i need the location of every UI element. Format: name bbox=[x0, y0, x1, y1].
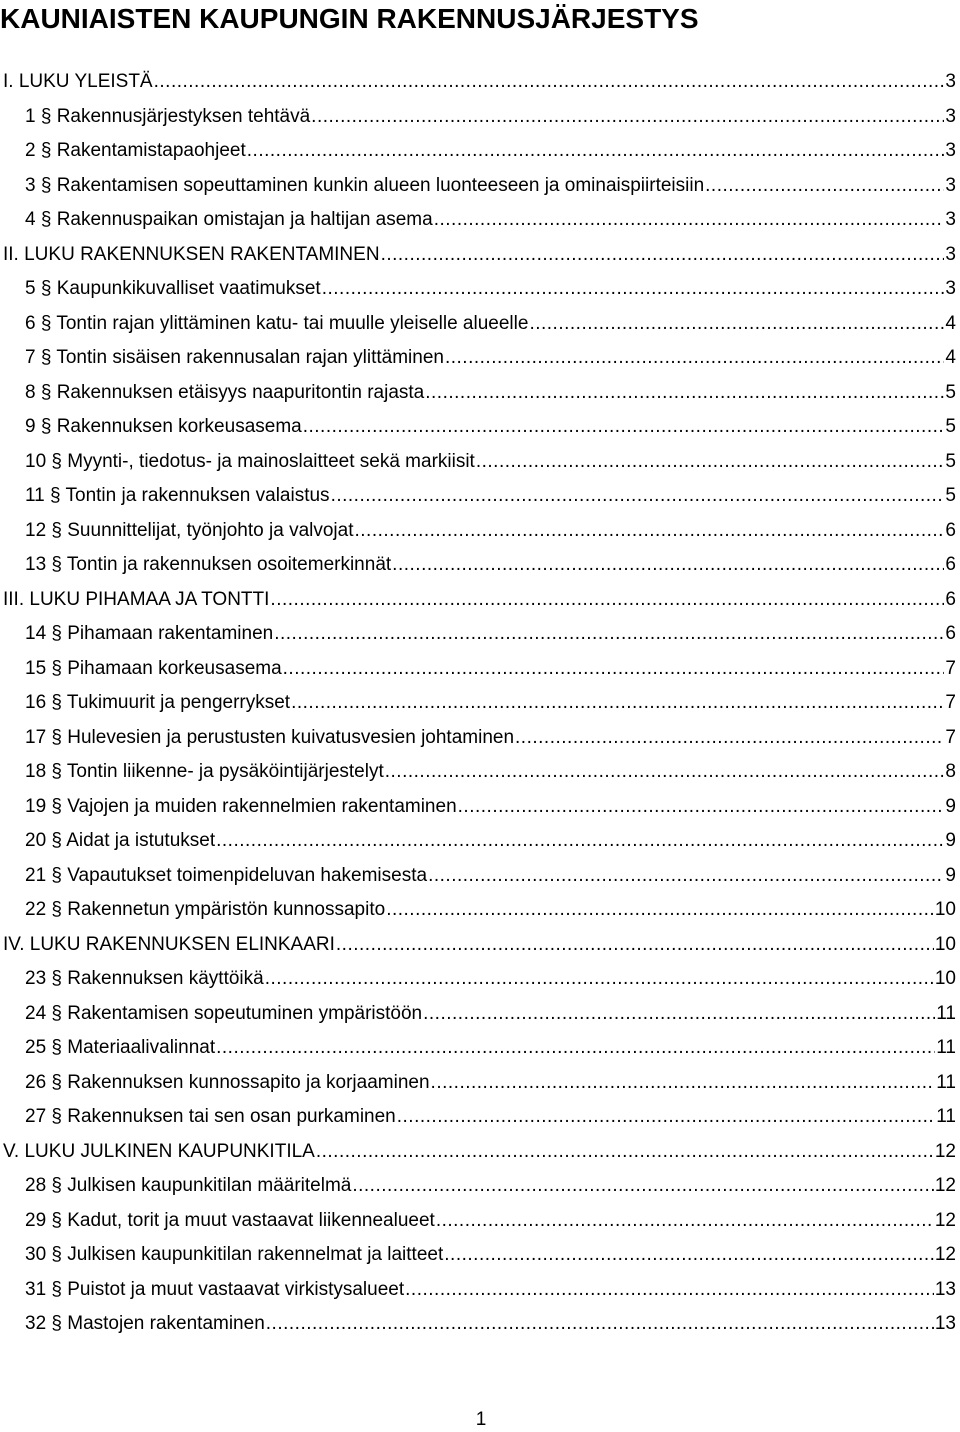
toc-section-entry[interactable] bbox=[0, 893, 956, 928]
toc-dot-leader bbox=[265, 962, 934, 997]
toc-entry-page-number: 5 bbox=[945, 450, 956, 472]
toc-entry-title: 11 § Tontin ja rakennuksen valaistus bbox=[25, 485, 330, 506]
toc-entry-title: 10 § Myynti-, tiedotus- ja mainoslaitteet sekä markiisit bbox=[25, 450, 475, 472]
toc-dot-leader bbox=[283, 652, 945, 687]
toc-entry-title: 6 § Tontin rajan ylittäminen katu- tai muulle yleiselle alueelle bbox=[25, 312, 529, 334]
toc-dot-leader bbox=[266, 1307, 934, 1342]
toc-section-entry[interactable] bbox=[0, 1238, 956, 1273]
toc-entry-page-number: 7 bbox=[945, 657, 956, 679]
toc-entry-page-number: 3 bbox=[945, 209, 956, 230]
toc-entry-title: 31 § Puistot ja muut vastaavat virkistysalueet bbox=[25, 1278, 405, 1300]
toc-entry-page-number: 5 bbox=[945, 381, 956, 403]
toc-section-entry[interactable] bbox=[0, 997, 956, 1032]
toc-dot-leader bbox=[392, 548, 944, 583]
toc-entry-page-number: 12 bbox=[934, 1175, 956, 1196]
toc-section-entry[interactable] bbox=[0, 272, 956, 307]
toc-entry-title: 20 § Aidat ja istutukset bbox=[25, 830, 216, 851]
toc-section-entry[interactable] bbox=[0, 410, 956, 445]
toc-section-entry[interactable] bbox=[0, 1273, 956, 1308]
toc-section-entry[interactable] bbox=[0, 962, 956, 997]
toc-dot-leader bbox=[352, 1169, 934, 1204]
toc-entry-page-number: 11 bbox=[936, 1037, 956, 1058]
toc-entry-page-number: 10 bbox=[934, 933, 956, 955]
toc-entry-page-number: 7 bbox=[945, 692, 956, 713]
toc-section-entry[interactable] bbox=[0, 686, 956, 721]
toc-section-entry[interactable] bbox=[0, 479, 956, 514]
toc-section-entry[interactable] bbox=[0, 445, 956, 480]
toc-chapter-entry[interactable] bbox=[0, 928, 956, 963]
toc-entry-page-number: 3 bbox=[945, 243, 956, 265]
toc-entry-page-number: 5 bbox=[945, 416, 956, 437]
toc-entry-title: 27 § Rakennuksen tai sen osan purkaminen bbox=[25, 1106, 396, 1127]
toc-entry-page-number: 10 bbox=[934, 899, 956, 920]
toc-entry-title: 25 § Materiaalivalinnat bbox=[25, 1037, 216, 1058]
toc-dot-leader bbox=[431, 1066, 936, 1101]
toc-entry-page-number: 4 bbox=[945, 347, 956, 368]
toc-chapter-entry[interactable] bbox=[0, 65, 956, 100]
toc-entry-page-number: 9 bbox=[945, 795, 956, 817]
toc-dot-leader bbox=[515, 721, 944, 756]
toc-entry-page-number: 8 bbox=[945, 761, 956, 782]
toc-entry-page-number: 5 bbox=[945, 485, 956, 506]
toc-dot-leader bbox=[428, 859, 944, 894]
toc-dot-leader bbox=[405, 1273, 934, 1308]
toc-entry-page-number: 12 bbox=[934, 1244, 956, 1265]
toc-dot-leader bbox=[476, 445, 945, 480]
table-of-contents bbox=[0, 65, 956, 1342]
toc-section-entry[interactable] bbox=[0, 169, 956, 204]
toc-section-entry[interactable] bbox=[0, 514, 956, 549]
toc-entry-title: II. LUKU RAKENNUKSEN RAKENTAMINEN bbox=[3, 243, 380, 265]
toc-dot-leader bbox=[385, 755, 945, 790]
toc-section-entry[interactable] bbox=[0, 548, 956, 583]
toc-entry-title: 7 § Tontin sisäisen rakennusalan rajan ylittäminen bbox=[25, 347, 444, 368]
toc-dot-leader bbox=[216, 1031, 935, 1066]
toc-entry-title: 28 § Julkisen kaupunkitilan määritelmä bbox=[25, 1175, 352, 1196]
toc-entry-title: 19 § Vajojen ja muiden rakennelmien rakentaminen bbox=[25, 795, 457, 817]
toc-entry-title: 29 § Kadut, torit ja muut vastaavat liikennealueet bbox=[25, 1209, 435, 1231]
toc-entry-title: 4 § Rakennuspaikan omistajan ja haltijan asema bbox=[25, 209, 433, 230]
toc-dot-leader bbox=[458, 790, 945, 825]
toc-section-entry[interactable] bbox=[0, 1066, 956, 1101]
toc-section-entry[interactable] bbox=[0, 790, 956, 825]
toc-dot-leader bbox=[444, 1238, 934, 1273]
toc-dot-leader bbox=[381, 238, 945, 273]
toc-dot-leader bbox=[270, 583, 944, 618]
toc-entry-title: 30 § Julkisen kaupunkitilan rakennelmat ja laitteet bbox=[25, 1244, 444, 1265]
toc-entry-title: 22 § Rakennetun ympäristön kunnossapito bbox=[25, 899, 386, 920]
toc-section-entry[interactable] bbox=[0, 1169, 956, 1204]
toc-section-entry[interactable] bbox=[0, 376, 956, 411]
toc-section-entry[interactable] bbox=[0, 134, 956, 169]
toc-section-entry[interactable] bbox=[0, 307, 956, 342]
toc-entry-title: IV. LUKU RAKENNUKSEN ELINKAARI bbox=[3, 933, 335, 955]
toc-entry-page-number: 3 bbox=[945, 174, 956, 196]
toc-dot-leader bbox=[445, 341, 944, 376]
toc-section-entry[interactable] bbox=[0, 100, 956, 135]
toc-entry-page-number: 9 bbox=[945, 830, 956, 851]
page-number-text: 1 bbox=[475, 1409, 487, 1430]
toc-section-entry[interactable] bbox=[0, 203, 956, 238]
toc-dot-leader bbox=[291, 686, 944, 721]
toc-dot-leader bbox=[529, 307, 944, 342]
toc-entry-title: 5 § Kaupunkikuvalliset vaatimukset bbox=[25, 278, 321, 299]
toc-entry-page-number: 3 bbox=[945, 278, 956, 299]
toc-entry-page-number: 6 bbox=[945, 588, 956, 610]
toc-entry-page-number: 11 bbox=[936, 1106, 956, 1127]
toc-entry-page-number: 4 bbox=[945, 312, 956, 334]
toc-dot-leader bbox=[274, 617, 944, 652]
toc-dot-leader bbox=[311, 100, 944, 135]
toc-section-entry[interactable] bbox=[0, 1031, 956, 1066]
toc-entry-page-number: 12 bbox=[934, 1140, 956, 1162]
toc-dot-leader bbox=[154, 65, 945, 100]
toc-entry-title: 13 § Tontin ja rakennuksen osoitemerkinnät bbox=[25, 554, 392, 575]
toc-dot-leader bbox=[436, 1204, 934, 1239]
toc-entry-title: 9 § Rakennuksen korkeusasema bbox=[25, 416, 302, 437]
toc-entry-page-number: 9 bbox=[945, 864, 956, 886]
toc-entry-title: 21 § Vapautukset toimenpideluvan hakemisesta bbox=[25, 864, 428, 886]
toc-entry-page-number: 13 bbox=[934, 1278, 956, 1300]
toc-entry-page-number: 3 bbox=[945, 140, 956, 161]
document-title: KAUNIAISTEN KAUPUNGIN RAKENNUSJÄRJESTYS bbox=[0, 3, 699, 34]
toc-entry-title: 15 § Pihamaan korkeusasema bbox=[25, 657, 282, 679]
toc-entry-title: 8 § Rakennuksen etäisyys naapuritontin rajasta bbox=[25, 381, 425, 403]
toc-entry-title: 12 § Suunnittelijat, työnjohto ja valvojat bbox=[25, 519, 354, 541]
toc-dot-leader bbox=[316, 1135, 934, 1170]
toc-dot-leader bbox=[355, 514, 945, 549]
toc-entry-title: I. LUKU YLEISTÄ bbox=[3, 71, 153, 92]
page-number bbox=[0, 1408, 960, 1432]
toc-entry-title: 3 § Rakentamisen sopeuttaminen kunkin alueen luonteeseen ja ominaispiirteisiin bbox=[25, 174, 705, 196]
toc-section-entry[interactable] bbox=[0, 721, 956, 756]
toc-dot-leader bbox=[434, 203, 945, 238]
toc-entry-title: V. LUKU JULKINEN KAUPUNKITILA bbox=[3, 1140, 315, 1162]
toc-dot-leader bbox=[322, 272, 945, 307]
toc-entry-page-number: 6 bbox=[945, 519, 956, 541]
toc-entry-title: 2 § Rakentamistapaohjeet bbox=[25, 140, 246, 161]
toc-entry-title: 14 § Pihamaan rakentaminen bbox=[25, 623, 274, 644]
toc-entry-page-number: 11 bbox=[936, 1002, 956, 1024]
toc-entry-title: 18 § Tontin liikenne- ja pysäköintijärjestelyt bbox=[25, 761, 384, 782]
toc-entry-page-number: 6 bbox=[945, 554, 956, 575]
toc-entry-title: III. LUKU PIHAMAA JA TONTTI bbox=[3, 588, 270, 610]
toc-entry-page-number: 7 bbox=[945, 726, 956, 748]
toc-entry-page-number: 3 bbox=[945, 105, 956, 127]
toc-dot-leader bbox=[247, 134, 945, 169]
toc-dot-leader bbox=[331, 479, 945, 514]
toc-entry-page-number: 12 bbox=[934, 1209, 956, 1231]
toc-dot-leader bbox=[386, 893, 934, 928]
toc-section-entry[interactable] bbox=[0, 652, 956, 687]
toc-dot-leader bbox=[423, 997, 935, 1032]
toc-entry-page-number: 11 bbox=[936, 1071, 956, 1093]
toc-chapter-entry[interactable] bbox=[0, 583, 956, 618]
toc-chapter-entry[interactable] bbox=[0, 1135, 956, 1170]
toc-entry-page-number: 3 bbox=[945, 71, 956, 92]
toc-dot-leader bbox=[705, 169, 944, 204]
toc-entry-title: 26 § Rakennuksen kunnossapito ja korjaaminen bbox=[25, 1071, 430, 1093]
toc-chapter-entry[interactable] bbox=[0, 238, 956, 273]
toc-entry-page-number: 6 bbox=[945, 623, 956, 644]
toc-entry-page-number: 10 bbox=[934, 968, 956, 989]
toc-section-entry[interactable] bbox=[0, 1307, 956, 1342]
toc-entry-title: 23 § Rakennuksen käyttöikä bbox=[25, 968, 264, 989]
toc-section-entry[interactable] bbox=[0, 755, 956, 790]
toc-section-entry[interactable] bbox=[0, 859, 956, 894]
toc-entry-title: 24 § Rakentamisen sopeutuminen ympäristöön bbox=[25, 1002, 423, 1024]
toc-entry-page-number: 13 bbox=[934, 1313, 956, 1334]
toc-section-entry[interactable] bbox=[0, 617, 956, 652]
toc-entry-title: 32 § Mastojen rakentaminen bbox=[25, 1313, 265, 1334]
toc-section-entry[interactable] bbox=[0, 824, 956, 859]
toc-dot-leader bbox=[336, 928, 934, 963]
toc-entry-title: 17 § Hulevesien ja perustusten kuivatusvesien johtaminen bbox=[25, 726, 515, 748]
toc-dot-leader bbox=[397, 1100, 936, 1135]
toc-section-entry[interactable] bbox=[0, 1100, 956, 1135]
toc-dot-leader bbox=[216, 824, 944, 859]
toc-section-entry[interactable] bbox=[0, 341, 956, 376]
toc-entry-title: 1 § Rakennusjärjestyksen tehtävä bbox=[25, 105, 311, 127]
toc-dot-leader bbox=[303, 410, 945, 445]
toc-dot-leader bbox=[425, 376, 944, 411]
toc-entry-title: 16 § Tukimuurit ja pengerrykset bbox=[25, 692, 291, 713]
toc-section-entry[interactable] bbox=[0, 1204, 956, 1239]
